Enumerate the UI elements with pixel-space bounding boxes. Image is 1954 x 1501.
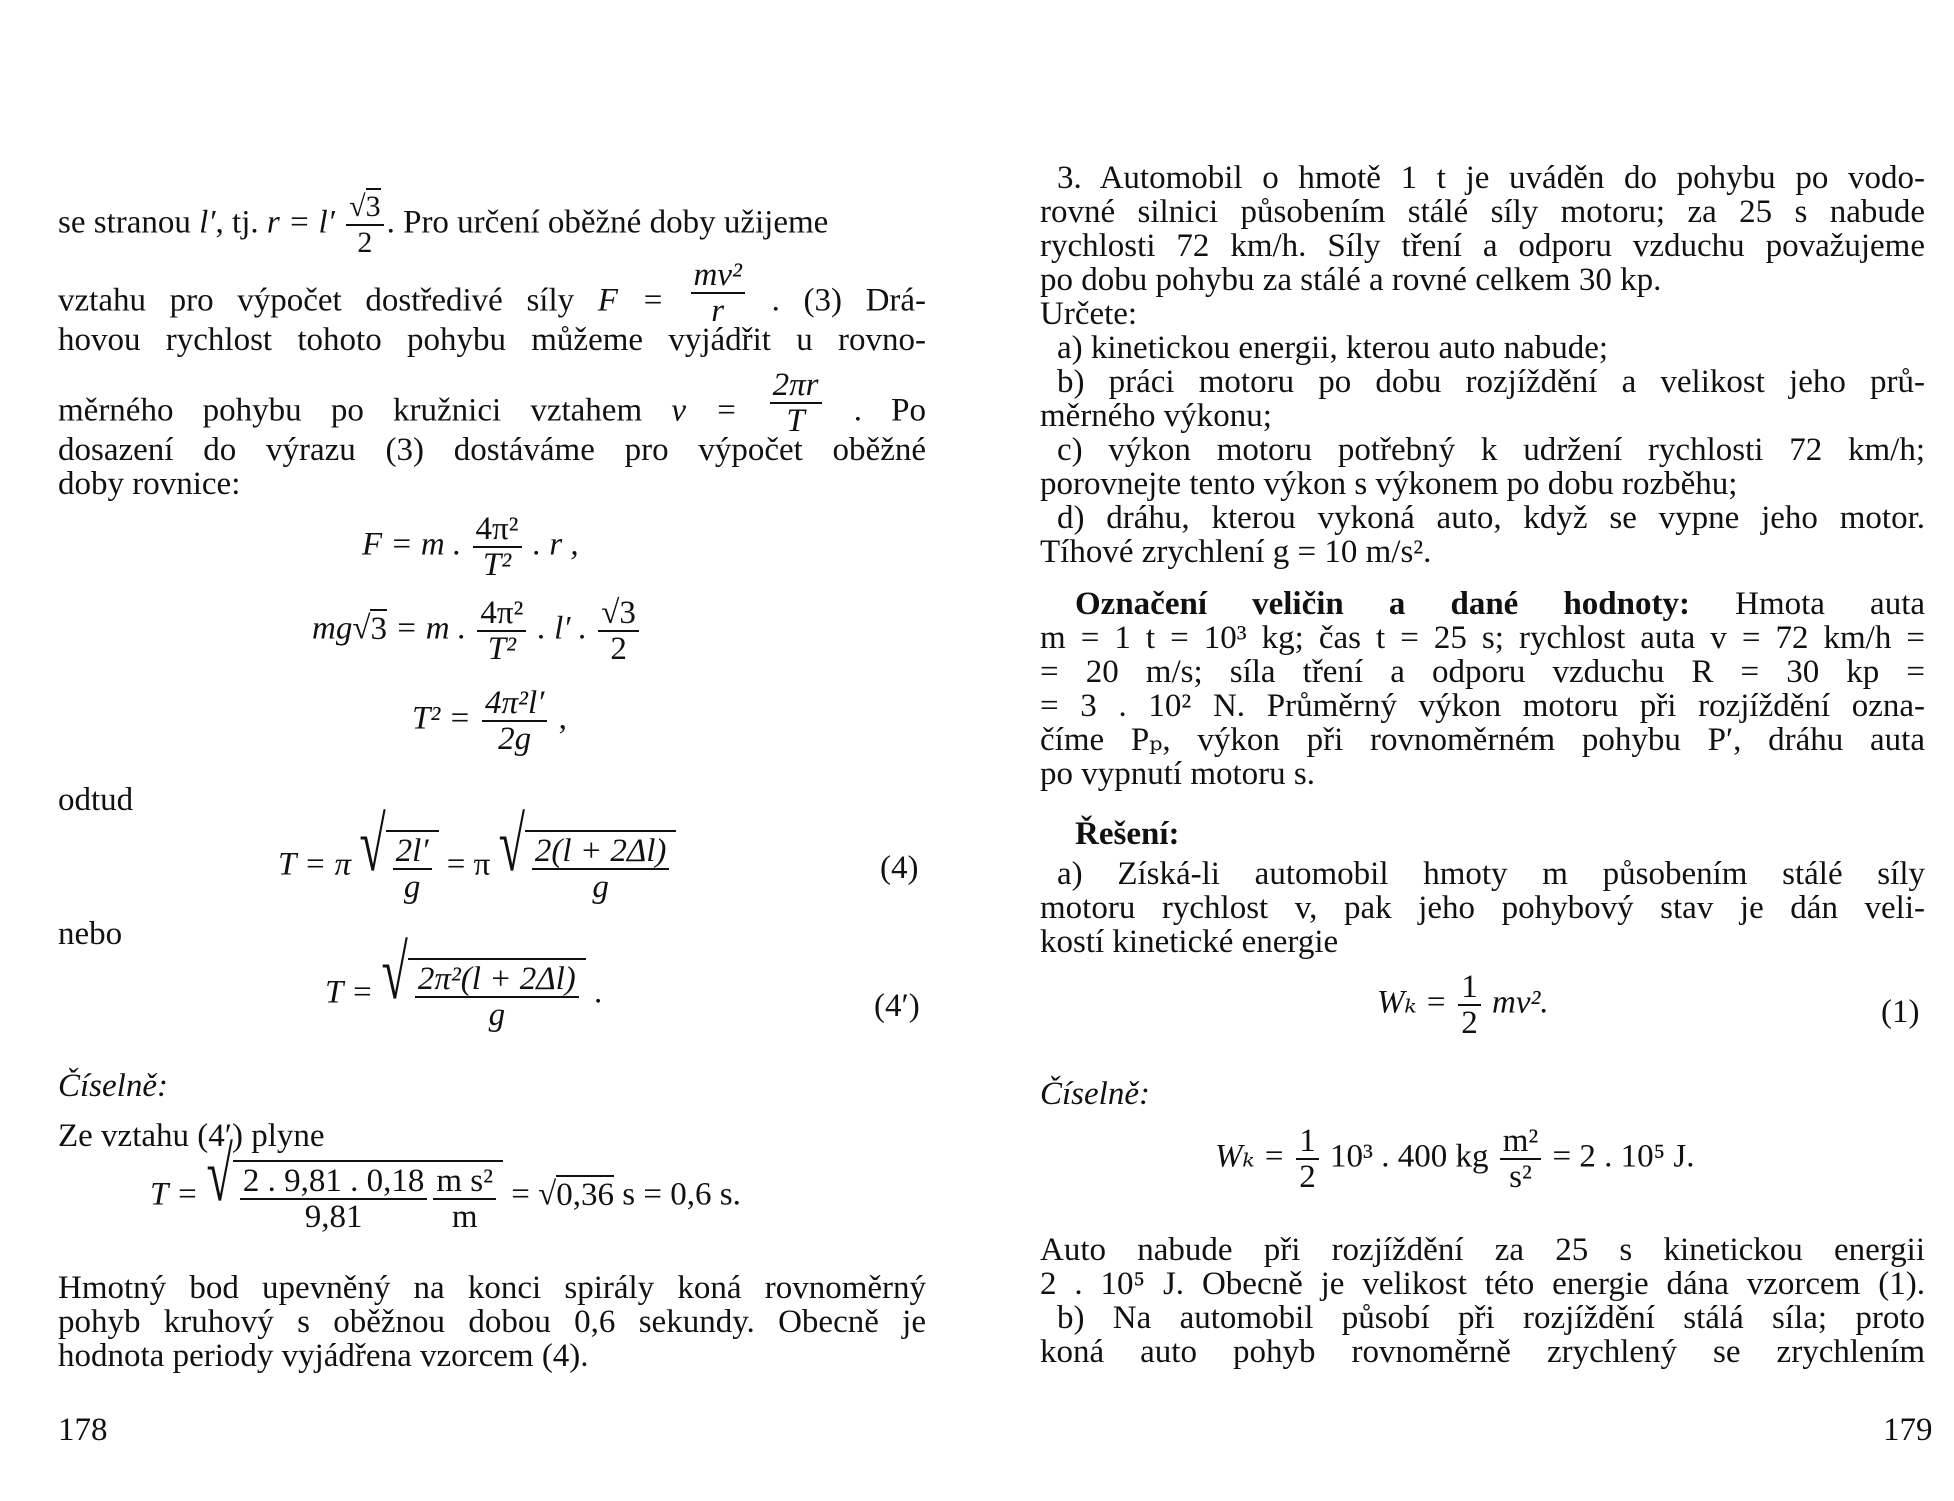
text-line: po vypnutí motoru s. xyxy=(1040,756,1316,792)
text-line: měrného pohybu po kružnici vztahem v = $\frac{2\pi r}{T}$ . Po xyxy=(58,367,927,439)
section-heading: Řešení: xyxy=(1075,816,1180,852)
text-line: pohyb kruhový s oběžnou dobou 0,6 sekundy. Obecně je xyxy=(58,1304,926,1340)
text-line: rychlosti 72 km/h. Síly tření a odporu vzduchu považujeme xyxy=(1040,228,1925,264)
equation: T = π √ $\frac{2l'}{g}$ = π √ $\frac{2(l + 2\Delta l)}{g}$ xyxy=(278,830,676,904)
text-line: m = 1 t = 10³ kg; čas t = 25 s; rychlost auta v = 72 km/h = xyxy=(1040,620,1925,656)
text-line: odtud xyxy=(58,782,134,818)
text-line: b) práci motoru po dobu rozjíždění a velikost jeho prů- xyxy=(1057,364,1925,400)
text-line: Ze vztahu (4′) plyne xyxy=(58,1118,325,1154)
text-line: nebo xyxy=(58,916,123,952)
text-line: doby rovnice: xyxy=(58,466,241,502)
text-line: d) dráhu, kterou vykoná auto, když se vypne jeho motor. xyxy=(1057,500,1925,536)
text-line: = 20 m/s; síla tření a odporu vzduchu R = 30 kp = xyxy=(1040,654,1925,690)
text-line: Hmotný bod upevněný na konci spirály koná rovnoměrný xyxy=(58,1270,926,1306)
equation: F = m . $\frac{\text{4π²}}{\text{T²}}$ . r , xyxy=(362,511,579,583)
equation-number: (1) xyxy=(1881,994,1920,1030)
text-line: Auto nabude při rozjíždění za 25 s kinetickou energii xyxy=(1040,1232,1925,1268)
text-line: Číselně: xyxy=(1040,1076,1150,1112)
text-line: = 3 . 10² N. Průměrný výkon motoru při rozjíždění ozna- xyxy=(1040,688,1925,724)
page-number: 179 xyxy=(1883,1412,1933,1448)
equation-number: (4′) xyxy=(874,988,920,1024)
equation: Wₖ = $\frac{1}{2}$ mv². xyxy=(1377,969,1549,1041)
text-line: b) Na automobil působí při rozjíždění stálá síla; proto xyxy=(1057,1300,1925,1336)
text-line: po dobu pohybu za stálé a rovné celkem 30 kp. xyxy=(1040,262,1662,298)
text-line: Číselně: xyxy=(58,1068,168,1104)
text-line: se stranou l′, tj. r = l′ $\frac{√3}{2}$ . Pro určení oběžné doby užijeme xyxy=(58,190,829,259)
text-line: hovou rychlost tohoto pohybu můžeme vyjádřit u rovno- xyxy=(58,322,926,358)
text-line: a) Získá-li automobil hmoty m působením stálé síly xyxy=(1057,856,1925,892)
text-line: rovné silnici působením stálé síly motoru; za 25 s nabude xyxy=(1040,194,1925,230)
equation: T = √ $\frac{\text{2π²(l + 2Δl)}}{g}$ . xyxy=(325,931,603,1033)
equation: T = √ $\frac{2 . 9,81 . 0,18}{9,81}$ $\frac{\text{m s²}}{m}$ = √0,36 s = 0,6 s. xyxy=(150,1133,741,1235)
text-line: 2 . 10⁵ J. Obecně je velikost této energie dána vzorcem (1). xyxy=(1040,1266,1925,1302)
text-line: Označení veličin a dané hodnoty: Hmota auta xyxy=(1075,586,1926,622)
equation-number: (4) xyxy=(880,850,919,886)
equation: mg√3 = m . $\frac{\text{4π²}}{\text{T²}}$ . l′ . $\frac{√3}{2}$ xyxy=(312,596,642,666)
text-line: Určete: xyxy=(1040,296,1138,332)
text-line: kostí kinetické energie xyxy=(1040,924,1339,960)
text-line: a) kinetickou energii, kterou auto nabude; xyxy=(1057,330,1609,366)
text-line: motoru rychlost v, pak jeho pohybový stav je dán veli- xyxy=(1040,890,1925,926)
text-line: c) výkon motoru potřebný k udržení rychlosti 72 km/h; xyxy=(1057,432,1925,468)
right-page xyxy=(977,0,1954,1501)
text-line: koná auto pohyb rovnoměrně zrychlený se zrychlením xyxy=(1040,1334,1925,1370)
text-line: hodnota periody vyjádřena vzorcem (4). xyxy=(58,1338,589,1374)
text-line: číme Pₚ, výkon při rovnoměrném pohybu P′, dráhu auta xyxy=(1040,722,1925,758)
text-line: porovnejte tento výkon s výkonem po dobu rozběhu; xyxy=(1040,466,1738,502)
text-line: vztahu pro výpočet dostředivé síly F = $\frac{\text{mv²}}{r}$ . (3) Drá- xyxy=(58,257,927,329)
text-line: 3. Automobil o hmotě 1 t je uváděn do pohybu po vodo- xyxy=(1057,160,1925,196)
page-number: 178 xyxy=(58,1412,108,1448)
text-line: měrného výkonu; xyxy=(1040,398,1272,434)
equation: Wₖ = $\frac{1}{2}$ 10³ . 400 kg $\frac{\text{m²}}{\text{s²}}$ = 2 . 10⁵ J. xyxy=(1215,1123,1695,1195)
equation: T² = $\frac{\text{4π²l′}}{2g}$ , xyxy=(412,685,567,757)
text-line: dosazení do výrazu (3) dostáváme pro výpočet oběžné xyxy=(58,432,926,468)
text-line: Tíhové zrychlení g = 10 m/s². xyxy=(1040,534,1432,570)
